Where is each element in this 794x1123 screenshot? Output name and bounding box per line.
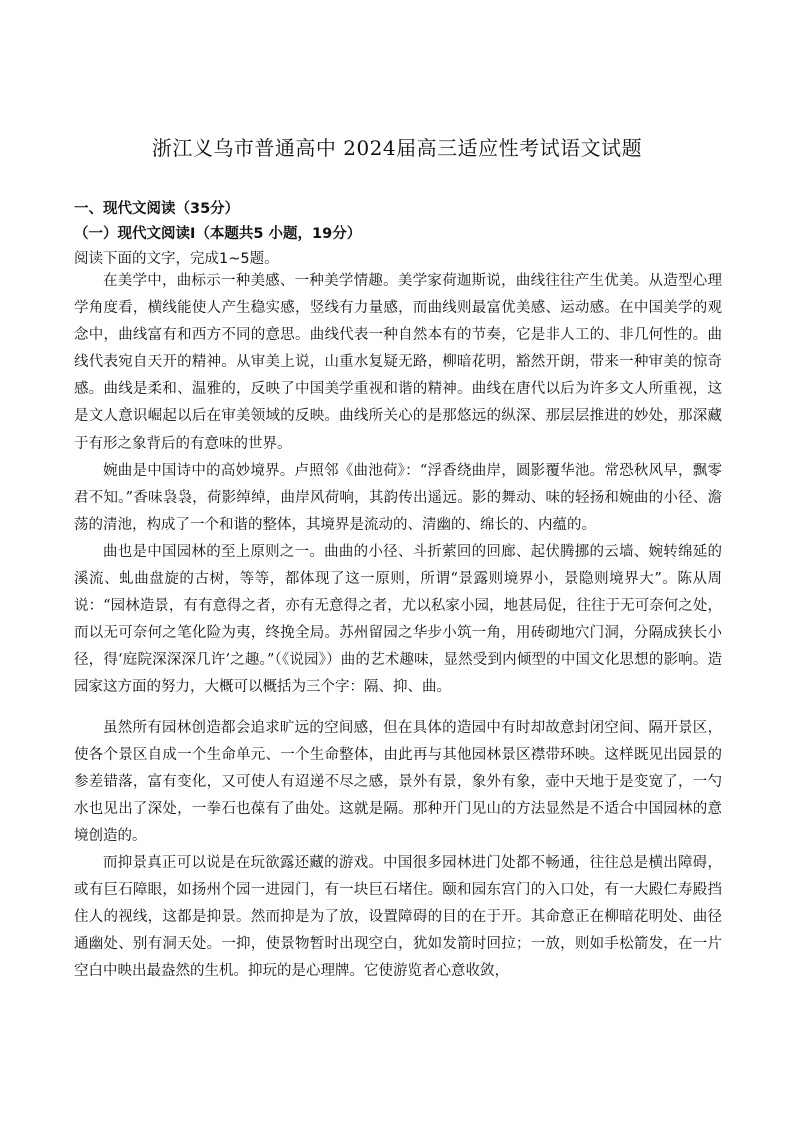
paragraph: 而抑景真正可以说是在玩欲露还藏的游戏。中国很多园林进门处都不畅通，往往总是横出障碍，或有巨石障眼，如扬州个园一进园门，有一块巨石堵住。颐和园东宫门的入口处，有一大殿仁寿殿挡住人的视线，这都是抑景。然而抑是为了放，设置障碍的目的在于开。其命意正在柳暗花明处、曲径通幽处、别有洞天处。一抑，使景物暂时出现空白，犹如发箭时回拉；一放，则如手松箭发，在一片空白中映出最盎然的生机。抑玩的是心理牌。它使游览者心意收敛，	[74, 854, 722, 980]
paragraph: 在美学中，曲标示一种美感、一种美学情趣。美学家荷迦斯说，曲线往往产生优美。从造型心理学角度看，横线能使人产生稳实感，竖线有力量感，而曲线则最富优美感、运动感。在中国美学的观念中，曲线富有和西方不同的意思。曲线代表一种自然本有的节奏，它是非人工的、非几何性的。曲线代表宛自天开的精神。从审美上说，山重水复疑无路，柳暗花明，豁然开朗，带来一种审美的惊奇感。曲线是柔和、温雅的，反映了中国美学重视和谐的精神。曲线在唐代以后为许多文人所重视，这是文人意识崛起以后在审美领域的反映。曲线所关心的是那悠远的纵深、那层层推进的妙处，那深藏于有形之象背后的有意味的世界。	[74, 273, 722, 452]
paragraph: 曲也是中国园林的至上原则之一。曲曲的小径、斗折萦回的回廊、起伏腾挪的云墙、婉转绵延的溪流、虬曲盘旋的古树，等等，都体现了这一原则，所谓“景露则境界小，景隐则境界大”。陈从周说：“园林造景，有有意得之者，亦有无意得之者，尤以私家小园，地甚局促，往往于无可奈何之处，而以无可奈何之笔化险为夷，终挽全局。苏州留园之华步小筑一角，用砖砌地穴门洞，分隔成狭长小径，得‘庭院深深深几许’之趣。”（《说园》）曲的艺术趣味，显然受到内倾型的中国文化思想的影响。造园家这方面的努力，大概可以概括为三个字：隔、抑、曲。	[74, 543, 722, 696]
subsection-heading: （一）现代文阅读Ⅰ（本题共5 小题，19分）	[74, 226, 362, 242]
paragraph: 虽然所有园林创造都会追求旷远的空间感，但在具体的造园中有时却故意封闭空间、隔开景区，使各个景区自成一个生命单元、一个生命整体，由此再与其他园林景区襟带环映。这样既见出园景的参差错落，富有变化，又可使人有迢递不尽之感，景外有景，象外有象，壶中天地于是变宽了，一勺水也见出了深处，一拳石也葆有了曲处。这就是隔。那种开门见山的方法显然是不适合中国园林的意境创造的。	[74, 719, 722, 844]
passage-body	[74, 268, 722, 985]
paragraph: 婉曲是中国诗中的高妙境界。卢照邻《曲池荷》：“浮香绕曲岸，圆影覆华池。常恐秋风早，飘零君不知。”香味袅袅，荷影绰绰，曲岸风荷响，其韵传出遥远。影的舞动、味的轻扬和婉曲的小径、澹荡的清池，构成了一个和谐的整体，其境界是流动的、清幽的、绵长的、内蕴的。	[74, 462, 722, 533]
section-heading: 一、现代文阅读（35分）	[74, 201, 240, 217]
reading-instruction: 阅读下面的文字，完成1~5题。	[74, 251, 279, 267]
document-title: 浙江义乌市普通高中 2024届高三适应性考试语文试题	[151, 136, 643, 160]
